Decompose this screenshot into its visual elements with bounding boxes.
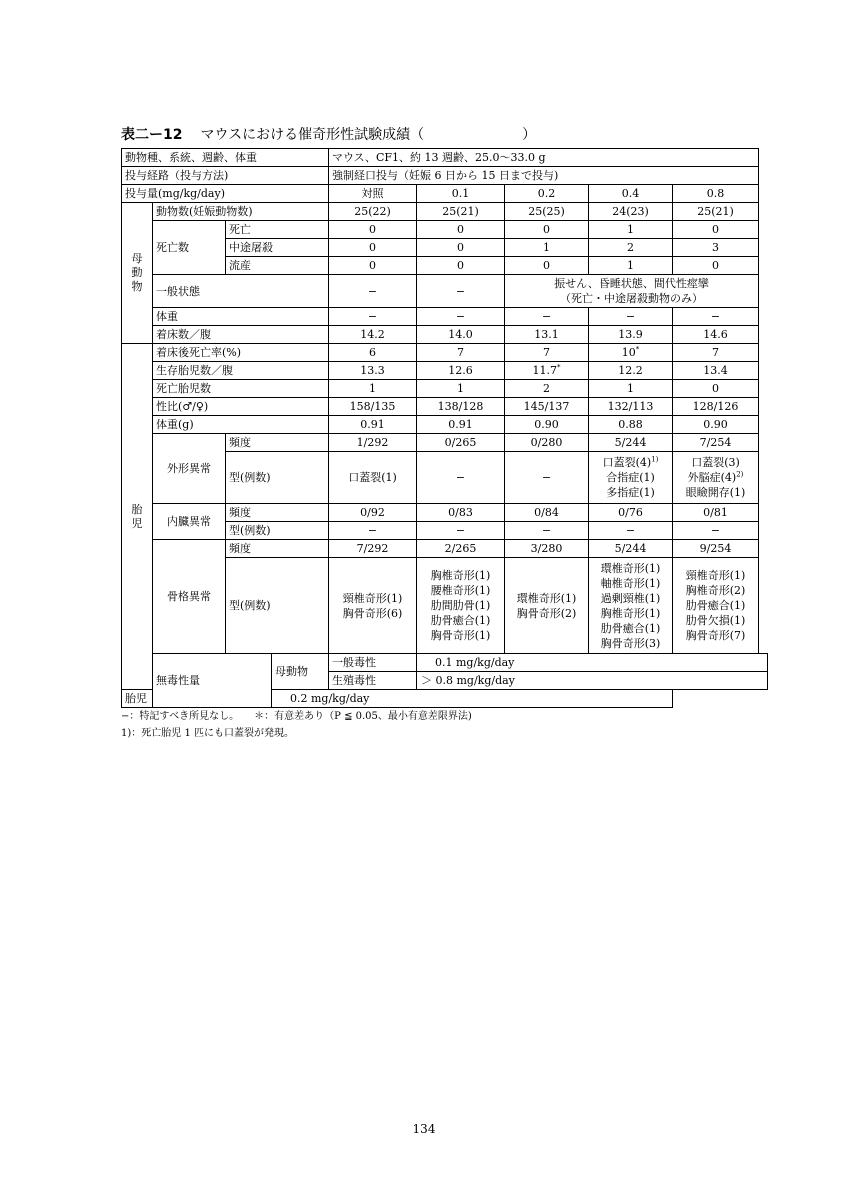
footnote-mark: 2): [736, 470, 744, 479]
cell: −: [589, 522, 673, 540]
cell: 5/244: [589, 540, 673, 558]
cell: 3/280: [505, 540, 589, 558]
row-label: 型(例数): [226, 452, 329, 504]
cell: 7: [673, 344, 759, 362]
footnote-legend: −：特記すべき所見なし。 ＊：有意差あり（P ≦ 0.05、最小有意差限界法): [121, 711, 472, 722]
table-row: [122, 380, 768, 398]
noael-maternal-label: 母動物: [272, 654, 329, 690]
row-label: 生存胎児数／腹: [153, 362, 329, 380]
cell: 7: [505, 344, 589, 362]
table-row: [122, 203, 768, 221]
cell: 11.7*: [505, 362, 589, 380]
cell: 138/128: [417, 398, 505, 416]
cell: 25(21): [673, 203, 759, 221]
row-label: 性比(♂/♀): [153, 398, 329, 416]
cell: 25(25): [505, 203, 589, 221]
dose-header: 0.4: [589, 185, 673, 203]
cell: 胸椎奇形(1) 腰椎奇形(1) 肋間肋骨(1) 肋骨癒合(1) 胸骨奇形(1): [417, 558, 505, 654]
cell: 0: [417, 239, 505, 257]
cell: 13.1: [505, 326, 589, 344]
cell: 13.3: [329, 362, 417, 380]
cell: 環椎奇形(1) 軸椎奇形(1) 過剰頸椎(1) 胸椎奇形(1) 肋骨癒合(1) 胸骨奇形(3): [589, 558, 673, 654]
table-row: [122, 398, 768, 416]
cell: 25(22): [329, 203, 417, 221]
dose-header: 対照: [329, 185, 417, 203]
cell: 0/92: [329, 504, 417, 522]
cell: 0: [417, 221, 505, 239]
row-label: 型(例数): [226, 522, 329, 540]
cell: 12.2: [589, 362, 673, 380]
table-row: [122, 504, 768, 522]
row-label: 一般毒性: [329, 654, 417, 672]
cell: −: [505, 452, 589, 504]
table-row: [122, 308, 768, 326]
visc-group-label: 内臓異常: [153, 504, 226, 540]
cell: 0: [329, 221, 417, 239]
route-value: 強制経口投与（妊娠 6 日から 15 日まで投与): [329, 167, 759, 185]
cell: 14.0: [417, 326, 505, 344]
noael-repro-value: ＞ 0.8 mg/kg/day: [417, 672, 768, 690]
cell: 0: [673, 380, 759, 398]
ext-group-label: 外形異常: [153, 434, 226, 504]
cell: −: [417, 452, 505, 504]
noael-label: 無毒性量: [153, 654, 272, 708]
cell: 7: [417, 344, 505, 362]
cell: 0: [673, 257, 759, 275]
footnote-mark: 1): [651, 455, 659, 464]
row-label: 生殖毒性: [329, 672, 417, 690]
row-label: 頻度: [226, 504, 329, 522]
significance-mark: *: [635, 345, 640, 354]
table-row: [122, 434, 768, 452]
row-label: 動物数(妊娠動物数): [153, 203, 329, 221]
noael-general-value: 0.1 mg/kg/day: [417, 654, 768, 672]
page-number: 134: [412, 1122, 436, 1136]
table-row: [122, 540, 768, 558]
cell: 132/113: [589, 398, 673, 416]
cell: −: [329, 275, 417, 308]
cell: −: [673, 522, 759, 540]
row-label: 中途屠殺: [226, 239, 329, 257]
row-label: 一般状態: [153, 275, 329, 308]
table-row: [122, 167, 768, 185]
cell: 口蓋裂(1): [329, 452, 417, 504]
row-label: 体重: [153, 308, 329, 326]
cell: 2/265: [417, 540, 505, 558]
cell: −: [417, 522, 505, 540]
cell: 14.2: [329, 326, 417, 344]
cell: 頸椎奇形(1) 胸椎奇形(2) 肋骨癒合(1) 肋骨欠損(1) 胸骨奇形(7): [673, 558, 759, 654]
table-title: [121, 124, 536, 144]
cell: 0: [329, 257, 417, 275]
cell: −: [673, 308, 759, 326]
animal-value: マウス、CF1、約 13 週齢、25.0～33.0 g: [329, 149, 759, 167]
cell: 12.6: [417, 362, 505, 380]
footnote-1: 1)：死亡胎児 1 匹にも口蓋裂が発現。: [121, 728, 294, 739]
significance-mark: *: [557, 363, 561, 372]
cell: 0/81: [673, 504, 759, 522]
dose-header: 0.2: [505, 185, 589, 203]
row-label: 頻度: [226, 434, 329, 452]
noael-fetus-label: 胎児: [122, 690, 226, 708]
cell: 6: [329, 344, 417, 362]
cell: −: [417, 308, 505, 326]
dose-label: 投与量(mg/kg/day): [122, 185, 329, 203]
cell: 0: [673, 221, 759, 239]
cell: 口蓋裂(3) 外脳症$(4)^{2)}$ 眼瞼開存(1): [673, 452, 759, 504]
table-row: [122, 654, 768, 672]
teratogenicity-table: [121, 148, 768, 708]
cell: 0: [417, 257, 505, 275]
table-row: [122, 326, 768, 344]
row-label: 着床後死亡率(%): [153, 344, 329, 362]
cell: 0: [329, 239, 417, 257]
cell: 10*: [589, 344, 673, 362]
cell: 1: [505, 239, 589, 257]
cell: 環椎奇形(1) 胸骨奇形(2): [505, 558, 589, 654]
cell: 24(23): [589, 203, 673, 221]
table-number: 表二ー12: [121, 127, 183, 143]
cell: −: [417, 275, 505, 308]
table-row: [122, 344, 768, 362]
cell: 2: [505, 380, 589, 398]
route-label: 投与経路（投与方法): [122, 167, 329, 185]
death-group-label: 死亡数: [153, 221, 226, 275]
dose-header: 0.1: [417, 185, 505, 203]
cell: 1/292: [329, 434, 417, 452]
cell: 0.90: [673, 416, 759, 434]
cell: −: [505, 522, 589, 540]
table-caption: マウスにおける催奇形性試験成績（ ）: [200, 127, 537, 143]
row-label: 死亡胎児数: [153, 380, 329, 398]
cell: 9/254: [673, 540, 759, 558]
cell: 1: [589, 221, 673, 239]
cell: 頸椎奇形(1) 胸骨奇形(6): [329, 558, 417, 654]
fetus-group-label: 胎児: [122, 344, 153, 690]
cell: 0.91: [329, 416, 417, 434]
cell: 1: [589, 380, 673, 398]
animal-label: 動物種、系統、週齢、体重: [122, 149, 329, 167]
row-label: 死亡: [226, 221, 329, 239]
table-row: [122, 185, 768, 203]
dose-header: 0.8: [673, 185, 759, 203]
cell: −: [505, 308, 589, 326]
cell: 0/83: [417, 504, 505, 522]
cell: 128/126: [673, 398, 759, 416]
skel-group-label: 骨格異常: [153, 540, 226, 654]
cell: 14.6: [673, 326, 759, 344]
cell: 0/84: [505, 504, 589, 522]
cell: −: [329, 308, 417, 326]
cell: −: [589, 308, 673, 326]
cell: 0.88: [589, 416, 673, 434]
cell: 13.4: [673, 362, 759, 380]
cell: 145/137: [505, 398, 589, 416]
cell: −: [329, 522, 417, 540]
cell: 0: [505, 221, 589, 239]
cell: 0/280: [505, 434, 589, 452]
cell: 0: [505, 257, 589, 275]
row-label: 頻度: [226, 540, 329, 558]
cell: 口蓋裂$(4)^{1)}$ 合指症(1) 多指症(1): [589, 452, 673, 504]
cell: 7/254: [673, 434, 759, 452]
clinical-signs-cell: 振せん、昏睡状態、間代性痙攣 （死亡・中途屠殺動物のみ）: [505, 275, 759, 308]
cell: 158/135: [329, 398, 417, 416]
cell: 25(21): [417, 203, 505, 221]
cell: 1: [589, 257, 673, 275]
cell: 0/76: [589, 504, 673, 522]
cell: 0/265: [417, 434, 505, 452]
table-row: [122, 690, 768, 708]
cell: 1: [417, 380, 505, 398]
table-row: [122, 221, 768, 239]
row-label: 流産: [226, 257, 329, 275]
cell: 3: [673, 239, 759, 257]
cell: 7/292: [329, 540, 417, 558]
table-row: [122, 416, 768, 434]
noael-fetus-value: 0.2 mg/kg/day: [272, 690, 673, 708]
table-row: [122, 149, 768, 167]
table-row: [122, 362, 768, 380]
row-label: 体重(g): [153, 416, 329, 434]
cell: 1: [329, 380, 417, 398]
cell: 0.90: [505, 416, 589, 434]
row-label: 型(例数): [226, 558, 329, 654]
maternal-group-label: 母動物: [122, 203, 153, 344]
cell: 2: [589, 239, 673, 257]
cell: 5/244: [589, 434, 673, 452]
cell: 0.91: [417, 416, 505, 434]
row-label: 着床数／腹: [153, 326, 329, 344]
cell: 13.9: [589, 326, 673, 344]
